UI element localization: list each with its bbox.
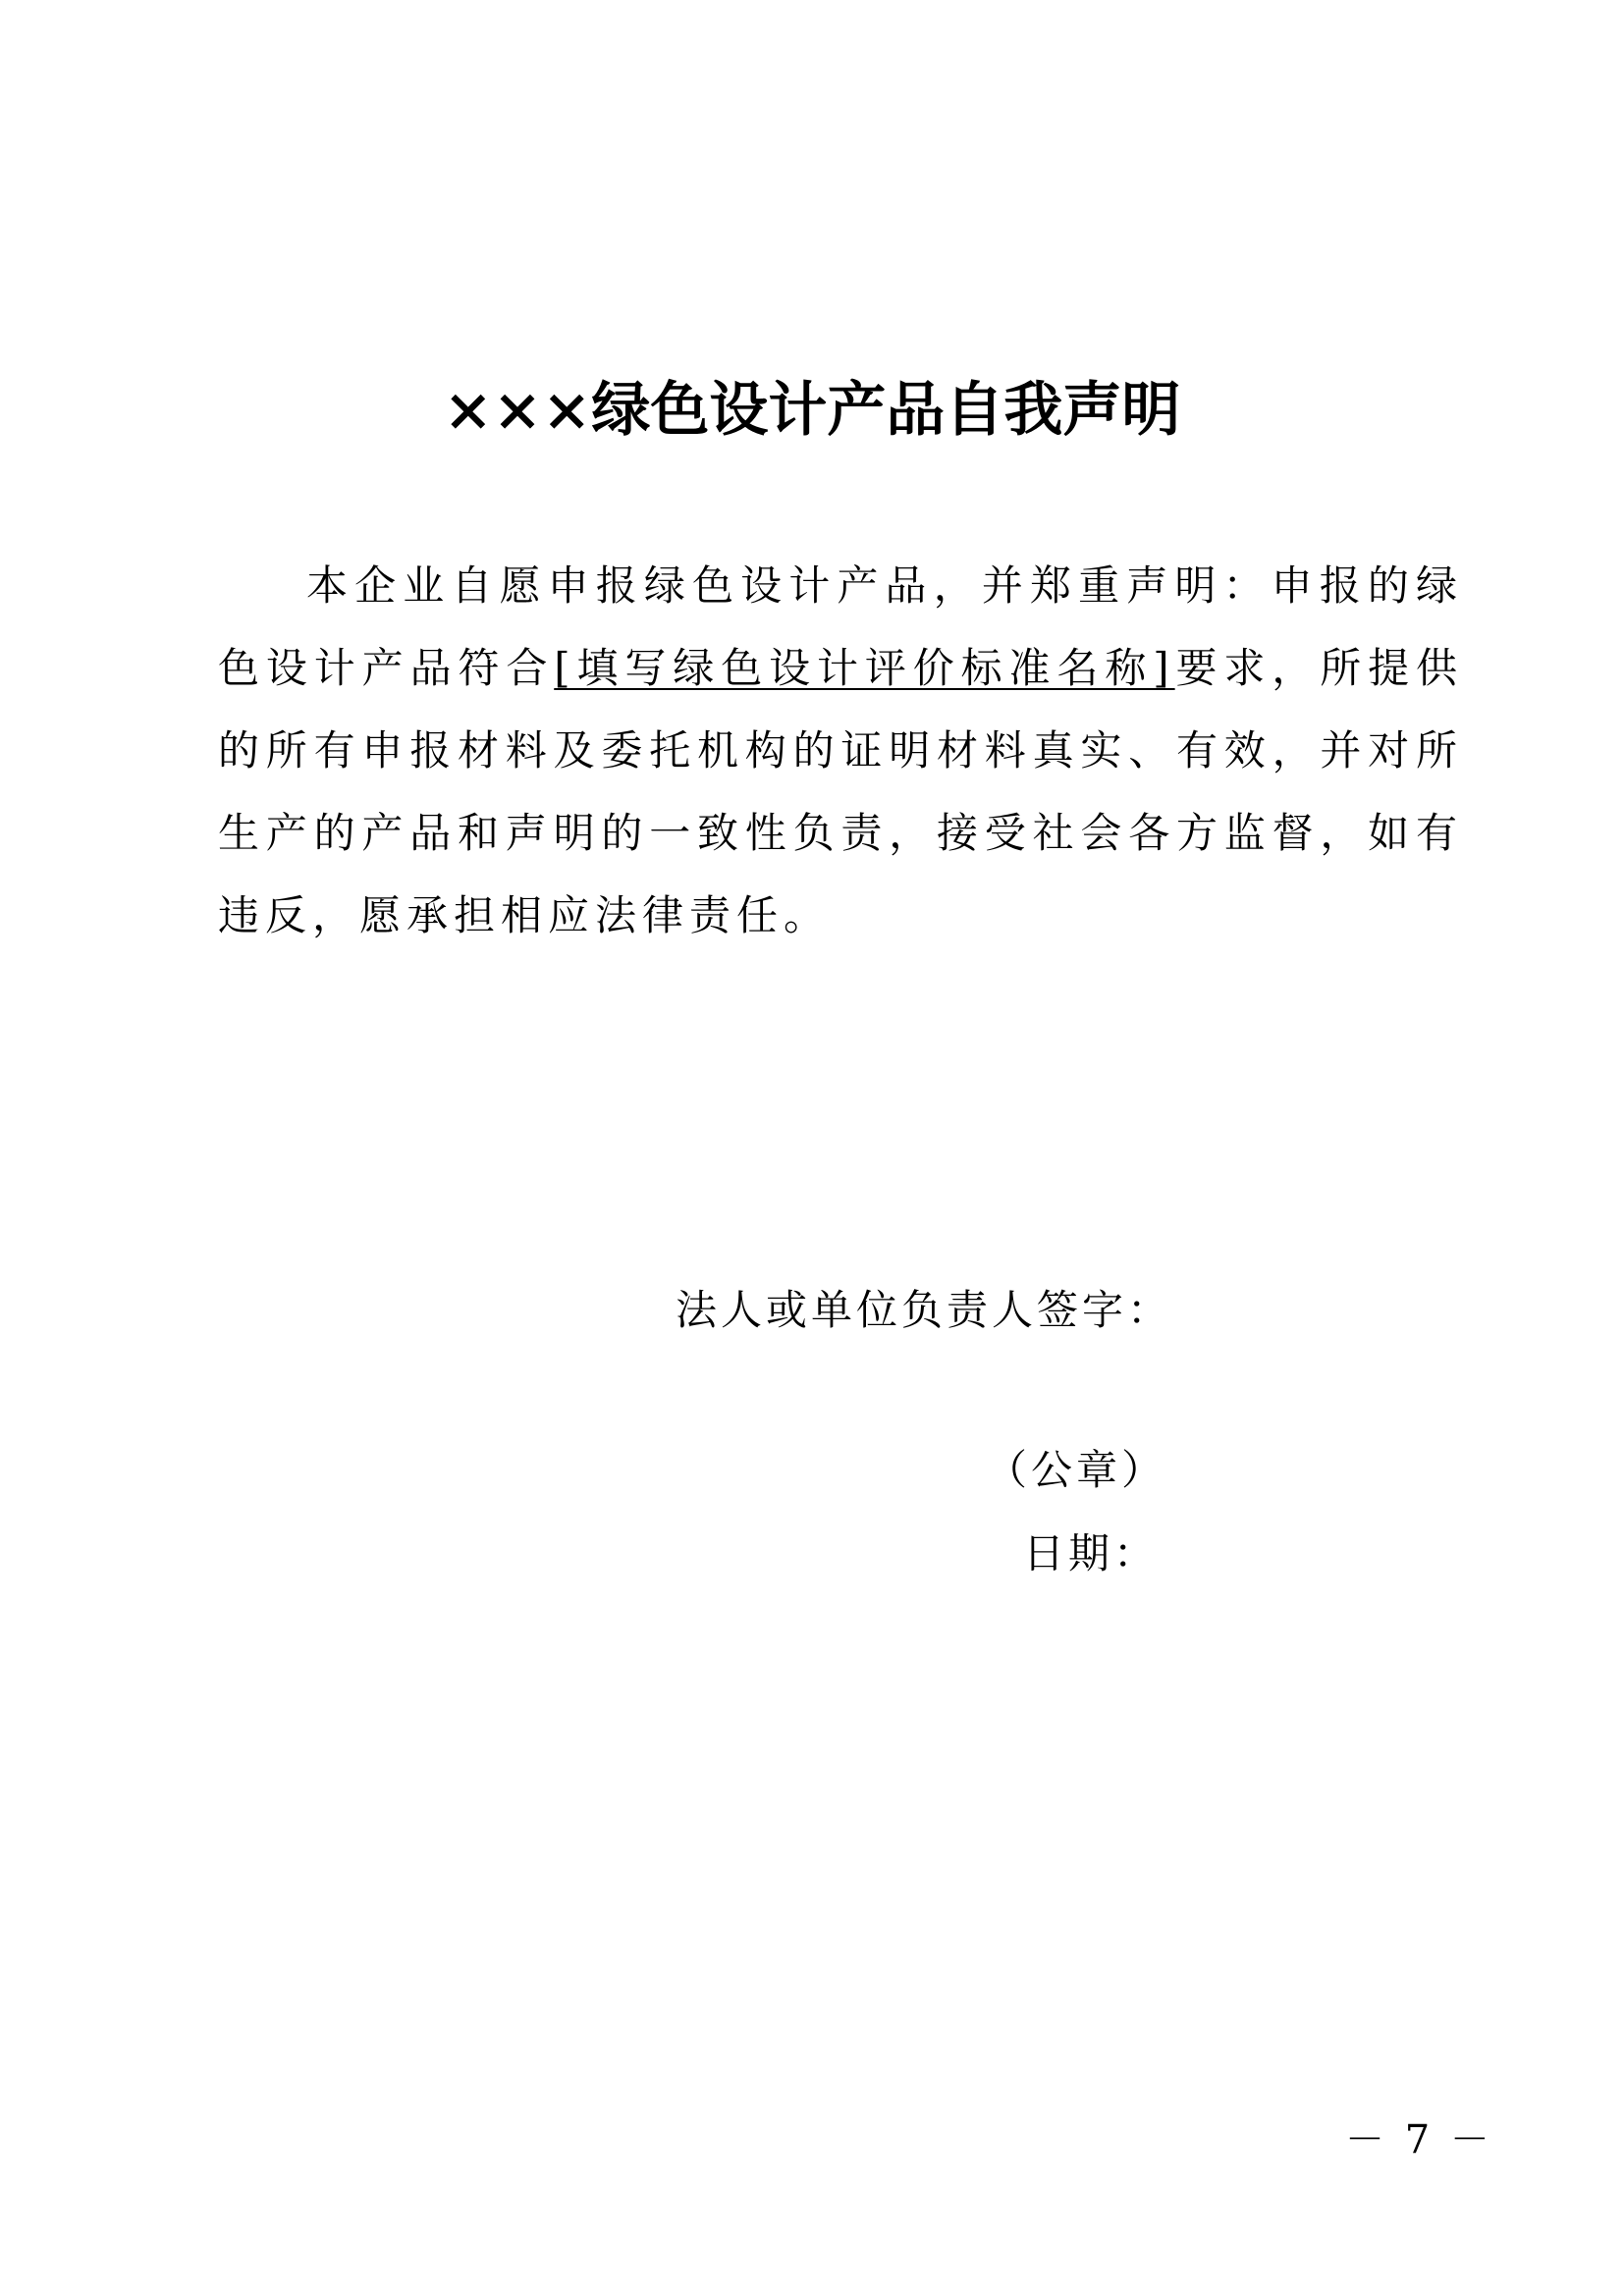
date-label: 日期： (1023, 1529, 1160, 1577)
page-number: － 7 － (1345, 2117, 1493, 2163)
standard-name-placeholder: [填写绿色设计评价标准名称] (554, 644, 1175, 692)
declaration-text-start: 本企业自愿申报绿色设计产品，并郑重声明：申报的绿色设计产品符合 (218, 561, 1463, 692)
document-title: ×××绿色设计产品自我声明 (443, 376, 1181, 445)
signature-label: 法人或单位负责人签字： (676, 1286, 1173, 1334)
declaration-paragraph (218, 545, 1463, 957)
declaration-text-end: 要求，所提供的所有申报材料及委托机构的证明材料真实、有效，并对所生产的产品和声明的一致性负责，接受社会各方监督，如有违反，愿承担相应法律责任。 (218, 644, 1463, 939)
official-seal-label: （公章） (986, 1446, 1167, 1494)
